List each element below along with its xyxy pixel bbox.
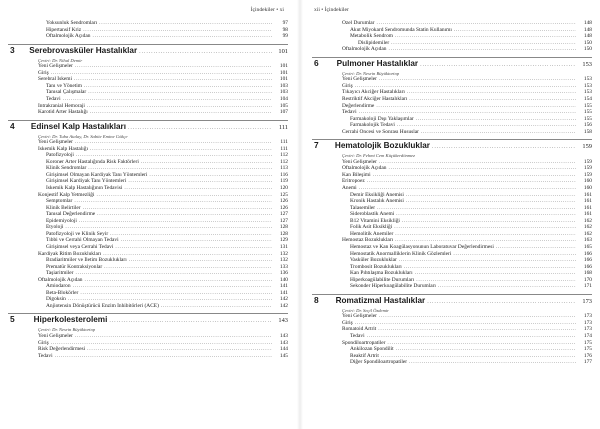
toc-entry[interactable]: Yeni Gelişmeler . . . 153 xyxy=(312,76,592,83)
toc-entry[interactable]: Giriş . . . 143 xyxy=(8,340,288,347)
toc-entry[interactable]: İskemik Kalp Hastalığı . . . 111 xyxy=(8,146,288,153)
toc-entry[interactable]: Tedavi . . . 155 xyxy=(312,109,592,116)
toc-entry[interactable]: Hemostaz Bozuklukları . . . 163 xyxy=(312,237,592,244)
toc-entry[interactable]: Ankilozan Spondilit . . . 175 xyxy=(312,346,592,353)
toc-entry[interactable]: Hemostaz ve Kan Koagülasyonunun Laboratuvar Değerlendirmesi . . . 165 xyxy=(312,244,592,251)
toc-entry[interactable]: Oftalmolojik Açıdan . . . 159 xyxy=(312,165,592,172)
toc-entry[interactable]: Cerrahi Öncesi ve Sonrası Hususlar . . . 158 xyxy=(312,129,592,136)
toc-entry[interactable]: Beta-Blokörler . . . 141 xyxy=(8,290,288,297)
toc-entry[interactable]: Trombosit Bozuklukları . . . 166 xyxy=(312,264,592,271)
toc-entry[interactable]: B12 Vitamini Eksikliği . . . 162 xyxy=(312,218,592,225)
toc-entry[interactable]: Farmakoloji Dışı Yaklaşımlar . . . 155 xyxy=(312,116,592,123)
chapter-3 xyxy=(8,44,288,116)
toc-entry[interactable]: Klinik Sendromlar . . . 113 xyxy=(8,165,288,172)
toc-entry[interactable]: Semptomlar . . . 126 xyxy=(8,198,288,205)
running-head: İçindekiler • xi xyxy=(250,7,284,13)
toc-entry[interactable]: Talasemiler . . . 161 xyxy=(312,205,592,212)
toc-entry[interactable]: Özel Durumlar . . . 148 xyxy=(312,20,592,27)
toc-entry[interactable]: Yeni Gelişmeler . . . 111 xyxy=(8,139,288,146)
toc-entry[interactable]: Giriş . . . 173 xyxy=(312,320,592,327)
toc-entry[interactable]: Tanısal Çalışmalar . . . 103 xyxy=(8,89,288,96)
toc-entry[interactable]: Girişimsel Kardiyak Tanı Yöntemleri . . . 119 xyxy=(8,178,288,185)
chapter-heading[interactable]: 5 Hiperkolesterolemi . . . 143 xyxy=(8,314,288,327)
toc-entry[interactable]: Tedavi . . . 174 xyxy=(312,333,592,340)
toc-entry[interactable]: İntrakranial Hemoraji . . . 105 xyxy=(8,103,288,110)
toc-entry[interactable]: Kardiyak Ritim Bozuklukları . . . 132 xyxy=(8,251,288,258)
left-page xyxy=(0,0,294,429)
toc-entry[interactable]: Girişimsel veya Cerrahi Tedavi . . . 131 xyxy=(8,244,288,251)
toc-entry[interactable]: Vasküler Bozukluklar . . . 166 xyxy=(312,257,592,264)
toc-entry[interactable]: Yeni Gelişmeler . . . 143 xyxy=(8,333,288,340)
toc-entry[interactable]: Yeni Gelişmeler . . . 159 xyxy=(312,159,592,166)
toc-entry[interactable]: Digoksin . . . 142 xyxy=(8,296,288,303)
toc-entry[interactable]: Serebral İskemi . . . 101 xyxy=(8,76,288,83)
toc-entry[interactable]: Klinik Belirtiler . . . 126 xyxy=(8,205,288,212)
toc-entry[interactable]: Yoksunluk Sendromları . . . 97 xyxy=(8,20,288,27)
toc-entry[interactable]: Karotid Arter Hastalığı . . . 107 xyxy=(8,109,288,116)
toc-entry[interactable]: Hemolitik Anemiler . . . 162 xyxy=(312,231,592,238)
toc-entry[interactable]: Tıkayıcı Akciğer Hastalıkları . . . 153 xyxy=(312,89,592,96)
toc-entry[interactable]: Etyoloji . . . 128 xyxy=(8,224,288,231)
toc-entry[interactable]: Oftalmolojik Açıdan . . . 150 xyxy=(312,46,592,53)
toc-entry[interactable]: Kan Pıhtılaşma Bozuklukları . . . 168 xyxy=(312,270,592,277)
toc-entry[interactable]: Risk Değerlendirmesi . . . 144 xyxy=(8,346,288,353)
chapter-5 xyxy=(8,313,288,359)
toc-entry[interactable]: Sideroblastik Anemi . . . 161 xyxy=(312,211,592,218)
toc-entry[interactable]: Reaktif Artrit . . . 176 xyxy=(312,353,592,360)
toc-entry[interactable]: Konjestif Kalp Yetmezliği . . . 125 xyxy=(8,192,288,199)
toc-entry[interactable]: Tıbbi ve Cerrahi Olmayan Tedavi . . . 129 xyxy=(8,237,288,244)
toc-entry[interactable]: Tedavi . . . 104 xyxy=(8,96,288,103)
toc-entry[interactable]: Tanısal Değerlendirme . . . 127 xyxy=(8,211,288,218)
toc-entry[interactable]: Tanı ve Yönetim . . . 103 xyxy=(8,83,288,90)
translator-credit: Çeviri: Dr. Nesrin Büyüktortop xyxy=(342,70,400,76)
chapter-heading[interactable]: 3 Serebrovasküler Hastalıklar . . . 101 xyxy=(8,45,288,58)
toc-entry[interactable]: Folik Asit Eksikliği . . . 162 xyxy=(312,224,592,231)
toc-entry[interactable]: Patofizyoloji ve Klinik Seyir . . . 128 xyxy=(8,231,288,238)
chapter-4 xyxy=(8,120,288,310)
toc-entry[interactable]: Amiodaron . . . 141 xyxy=(8,283,288,290)
toc-entry[interactable]: Koroner Arter Hastalığında Risk Faktörleri . . . 112 xyxy=(8,159,288,166)
chapter-7 xyxy=(312,139,592,290)
toc-entry[interactable]: İskemik Kalp Hastalığının Tedavisi . . . 120 xyxy=(8,185,288,192)
running-head: xii • İçindekiler xyxy=(314,7,349,13)
toc-entry[interactable]: Farmakolojik Tedavi . . . 156 xyxy=(312,122,592,129)
chapter-6 xyxy=(312,57,592,136)
toc-entry[interactable]: Taşiaritmiler . . . 136 xyxy=(8,270,288,277)
toc-entry[interactable]: Bradiaritmiler ve İletim Bozuklukları . . . 132 xyxy=(8,257,288,264)
toc-entry[interactable]: Değerlendirme . . . 155 xyxy=(312,103,592,110)
toc-entry[interactable]: Anemi . . . 160 xyxy=(312,185,592,192)
right-page xyxy=(306,0,600,429)
toc-entry[interactable]: Diğer Spondiloartropatiler . . . 177 xyxy=(312,359,592,366)
toc-entry[interactable]: Yeni Gelişmeler . . . 173 xyxy=(312,313,592,320)
toc-entry[interactable]: Oftalmolojik Açıdan . . . 99 xyxy=(8,33,288,40)
toc-entry[interactable]: Hipertansif Kriz . . . 98 xyxy=(8,27,288,34)
toc-entry[interactable]: Demir Eksikliği Anemisi . . . 161 xyxy=(312,192,592,199)
toc-entry[interactable]: Hiperkoagülabilite Durumları . . . 170 xyxy=(312,277,592,284)
chapter-heading[interactable]: 4 Edinsel Kalp Hastalıkları . . . 111 xyxy=(8,121,288,134)
toc-entry[interactable]: Eritropoez . . . 160 xyxy=(312,178,592,185)
translator-credit: Çeviri: Dr. Seçil Özdemir xyxy=(342,307,389,313)
translator-credit: Çeviri: Dr. Nihal Demir xyxy=(38,57,83,63)
chapter-heading[interactable]: 7 Hematolojik Bozukluklar . . . 159 xyxy=(312,140,592,153)
translator-credit: Çeviri: Dr. Nesrin Büyüktortop xyxy=(38,327,96,333)
toc-entry[interactable]: Girişimsel Olmayan Kardiyak Tanı Yöntemleri . . . 116 xyxy=(8,172,288,179)
toc-entry[interactable]: Hemostatik Anormalliklerin Klinik Gözlemleri . . . 166 xyxy=(312,251,592,258)
toc-entry[interactable]: Oftalmolojik Açıdan . . . 140 xyxy=(8,277,288,284)
toc-entry[interactable]: Prematür Kontraksiyonlar . . . 133 xyxy=(8,264,288,271)
toc-entry[interactable]: Restriktif Akciğer Hastalıkları . . . 154 xyxy=(312,96,592,103)
translator-credit: Çeviri: Dr. Fehmi Cem Küçükerdönmez xyxy=(342,153,415,159)
toc-entry[interactable]: Spondiloartropatiler . . . 175 xyxy=(312,340,592,347)
toc-entry[interactable]: Giriş . . . 153 xyxy=(312,83,592,90)
chapter-heading[interactable]: 8 Romatizmal Hastalıklar . . . 173 xyxy=(312,295,592,308)
toc-entry[interactable]: Metabolik Sendrom . . . 148 xyxy=(312,33,592,40)
toc-entry[interactable]: Yeni Gelişmeler . . . 101 xyxy=(8,63,288,70)
chapter-heading[interactable]: 6 Pulmoner Hastalıklar . . . 153 xyxy=(312,58,592,71)
toc-entry[interactable]: Kan Bileşimi . . . 159 xyxy=(312,172,592,179)
book-gutter xyxy=(297,0,303,429)
translator-credit: Çeviri: Dr. Tuba Atalay, Dr. Sabite Emine Gökçe xyxy=(38,133,128,139)
toc-entry[interactable]: Dislipidemiler . . . 150 xyxy=(312,40,592,47)
toc-entry[interactable]: Epidemiyoloji . . . 127 xyxy=(8,218,288,225)
toc-entry[interactable]: Romatoid Artrit . . . 173 xyxy=(312,326,592,333)
toc-entry[interactable]: Giriş . . . 101 xyxy=(8,70,288,77)
toc-entry[interactable]: Akut Miyokard Sendromunda Statin Kullanımı . . . 148 xyxy=(312,27,592,34)
chapter-8 xyxy=(312,294,592,366)
toc-entry[interactable]: Sekonder Hiperkoagülabilite Durumları . . . 171 xyxy=(312,283,592,290)
toc-entry[interactable]: Kronik Hastalık Anemisi . . . 161 xyxy=(312,198,592,205)
toc-entry[interactable]: Patofizyoloji . . . 112 xyxy=(8,152,288,159)
toc-entry[interactable]: Anjiotensin Dönüştürücü Enzim İnhibitörleri (ACE) . . . 142 xyxy=(8,303,288,310)
toc-entry[interactable]: Tedavi . . . 145 xyxy=(8,353,288,360)
